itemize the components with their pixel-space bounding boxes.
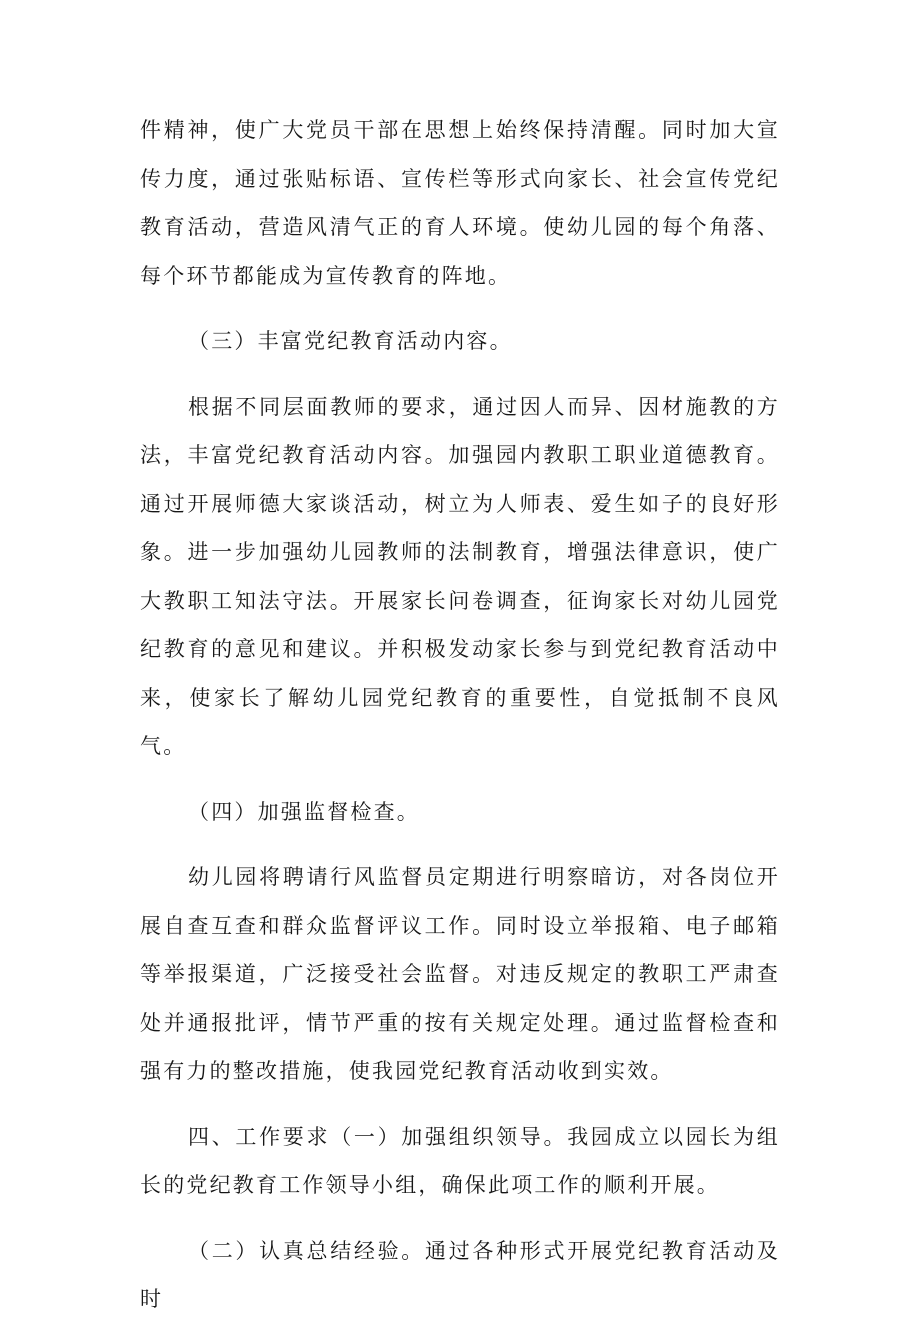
paragraph-4: 四、工作要求（一）加强组织领导。我园成立以园长为组长的党纪教育工作领导小组，确保此项工作的顺利开展。: [140, 1124, 780, 1197]
section-heading-3: （三）丰富党纪教育活动内容。: [188, 329, 513, 353]
paragraph-1: 件精神，使广大党员干部在思想上始终保持清醒。同时加大宣传力度，通过张贴标语、宣传栏等形式向家长、社会宣传党纪教育活动，营造风清气正的育人环境。使幼儿园的每个角落、每个环节都能成为宣传教育的阵地。: [140, 118, 780, 288]
paragraph-2: 根据不同层面教师的要求，通过因人而异、因材施教的方法，丰富党纪教育活动内容。加强园内教职工职业道德教育。通过开展师德大家谈活动，树立为人师表、爱生如子的良好形象。进一步加强幼儿园教师的法制教育，增强法律意识，使广大教职工知法守法。开展家长问卷调查，征询家长对幼儿园党纪教育的意见和建议。并积极发动家长参与到党纪教育活动中来，使家长了解幼儿园党纪教育的重要性，自觉抵制不良风气。: [140, 394, 780, 758]
document-body: [140, 106, 780, 1341]
paragraph-3: 幼儿园将聘请行风监督员定期进行明察暗访，对各岗位开展自查互查和群众监督评议工作。同时设立举报箱、电子邮箱等举报渠道，广泛接受社会监督。对违反规定的教职工严肃查处并通报批评，情节严重的按有关规定处理。通过监督检查和强有力的整改措施，使我园党纪教育活动收到实效。: [140, 865, 780, 1083]
section-heading-4: （四）加强监督检查。: [188, 799, 420, 824]
paragraph-5: （二）认真总结经验。通过各种形式开展党纪教育活动及时: [140, 1238, 780, 1311]
